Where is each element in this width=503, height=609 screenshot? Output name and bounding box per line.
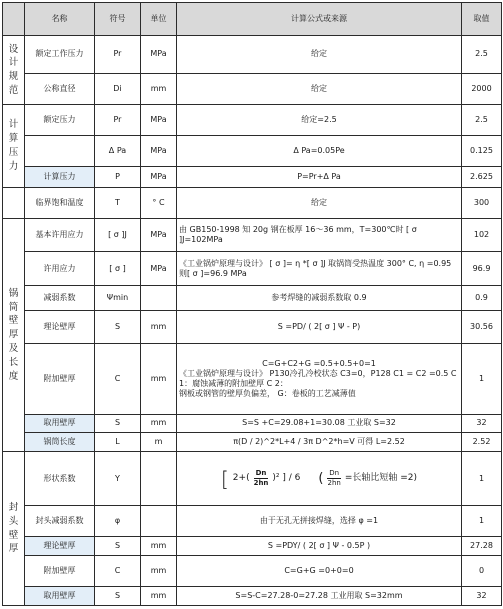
group-design-label	[3, 36, 25, 105]
row-value: 32	[462, 414, 502, 433]
group-label-char: 长	[8, 356, 19, 368]
formula-lead: 2+(	[232, 472, 250, 483]
table-row	[3, 414, 502, 433]
formula-tail: )² ] / 6	[272, 472, 301, 483]
header-name: 名称	[25, 3, 95, 36]
group-label-char: 范	[8, 84, 19, 96]
row-formula: 由 GB150-1998 知 20g 钢在板厚 16～36 mm，T=300℃时 [ σ ]J=102MPa	[177, 219, 462, 252]
group-label-char: 头	[8, 515, 19, 527]
row-unit: ° C	[141, 188, 177, 219]
row-unit: mm	[141, 555, 177, 586]
row-symbol: S	[95, 537, 141, 556]
row-name: 理论壁厚	[25, 537, 95, 556]
row-name: 附加壁厚	[25, 343, 95, 414]
row-formula: S=S-C=27.28-0=27.28 工业用取 S=32mm	[177, 587, 462, 606]
table-row	[3, 136, 502, 167]
row-value: 1	[462, 343, 502, 414]
table-row	[3, 310, 502, 343]
fraction-numerator: Dn	[329, 468, 340, 477]
row-symbol: C	[95, 555, 141, 586]
header-formula: 计算公式或来源	[177, 3, 462, 36]
group-label-char: 厚	[8, 329, 19, 341]
row-symbol: S	[95, 587, 141, 606]
row-unit: m	[141, 433, 177, 452]
table-row	[3, 104, 502, 135]
header-group-cell	[3, 3, 25, 36]
group-label-char: 设	[8, 43, 19, 55]
row-unit	[141, 452, 177, 506]
row-symbol: P	[95, 167, 141, 188]
row-name: 取用壁厚	[25, 587, 95, 606]
table-row	[3, 433, 502, 452]
row-unit: MPa	[141, 36, 177, 73]
table-row	[3, 555, 502, 586]
row-unit: mm	[141, 73, 177, 104]
group-label-char: 计	[8, 119, 19, 131]
row-formula: 参考焊缝的减弱系数取 0.9	[177, 285, 462, 310]
row-symbol: C	[95, 343, 141, 414]
row-formula: C=G+G =0+0=0	[177, 555, 462, 586]
table-row	[3, 36, 502, 73]
row-name: 临界饱和温度	[25, 188, 95, 219]
formula-line: 《工业锅炉原理与设计》 P130冷孔冷校状态 C3=0，P128 C1 = C2 =0.5 C 1：腐蚀减薄的附加壁厚 C 2：	[179, 368, 457, 388]
row-symbol: Δ Pa	[95, 136, 141, 167]
fraction-numerator: Dn	[255, 468, 267, 477]
group-head-label	[3, 452, 25, 606]
row-name: 额定工作压力	[25, 36, 95, 73]
row-name: 取用壁厚	[25, 414, 95, 433]
formula-note: =长轴比短轴 =2)	[344, 472, 417, 483]
row-unit: mm	[141, 310, 177, 343]
group-label-char: 算	[8, 133, 19, 145]
row-name: 封头减弱系数	[25, 506, 95, 537]
group-label-char: 锅	[8, 287, 19, 299]
row-value: 0	[462, 555, 502, 586]
fraction-denominator: 2hn	[327, 479, 341, 488]
formula-paren: (	[318, 471, 324, 487]
table-row	[3, 285, 502, 310]
table-row	[3, 537, 502, 556]
row-value: 102	[462, 219, 502, 252]
group-label-char: 规	[8, 71, 19, 83]
row-formula: S=S +C=29.08+1=30.08 工业取 S=32	[177, 414, 462, 433]
row-name: 公称直径	[25, 73, 95, 104]
row-name: 额定压力	[25, 104, 95, 135]
group-label-char: 壁	[8, 315, 19, 327]
group-label-char: 筒	[8, 301, 19, 313]
header-symbol: 符号	[95, 3, 141, 36]
row-name: 计算压力	[25, 167, 95, 188]
group-calc-label	[3, 104, 25, 187]
row-formula: 给定=2.5	[177, 104, 462, 135]
row-symbol: T	[95, 188, 141, 219]
row-unit: MPa	[141, 136, 177, 167]
row-unit: MPa	[141, 252, 177, 285]
row-value: 2.625	[462, 167, 502, 188]
row-symbol: S	[95, 414, 141, 433]
row-symbol: Y	[95, 452, 141, 506]
row-name: 基本许用应力	[25, 219, 95, 252]
group-label-char: 厚	[8, 543, 19, 555]
row-unit: MPa	[141, 104, 177, 135]
row-unit: mm	[141, 587, 177, 606]
row-name: 理论壁厚	[25, 310, 95, 343]
row-symbol: S	[95, 310, 141, 343]
row-symbol: [ σ ]J	[95, 219, 141, 252]
row-value: 300	[462, 188, 502, 219]
row-value: 2.5	[462, 104, 502, 135]
row-name: 锅筒长度	[25, 433, 95, 452]
table-row	[3, 506, 502, 537]
table-row	[3, 343, 502, 414]
row-name: 附加壁厚	[25, 555, 95, 586]
row-unit	[141, 285, 177, 310]
pressure-calculation-table	[2, 2, 502, 606]
group-empty-cell	[3, 188, 25, 219]
group-label-char: 压	[8, 146, 19, 158]
group-shell-label	[3, 219, 25, 452]
row-symbol: Pr	[95, 36, 141, 73]
row-name	[25, 136, 95, 167]
row-formula: 给定	[177, 36, 462, 73]
row-value: 2000	[462, 73, 502, 104]
row-name: 减弱系数	[25, 285, 95, 310]
table-row	[3, 73, 502, 104]
row-value: 0.9	[462, 285, 502, 310]
table-row	[3, 167, 502, 188]
header-unit: 单位	[141, 3, 177, 36]
group-label-char: 及	[8, 343, 19, 355]
row-formula: 给定	[177, 188, 462, 219]
row-symbol: Ψmin	[95, 285, 141, 310]
row-unit: mm	[141, 414, 177, 433]
row-formula: Δ Pa=0.05Pe	[177, 136, 462, 167]
row-formula: π(D / 2)^2*L+4 / 3π D^2*h=V 可得 L=2.52	[177, 433, 462, 452]
row-symbol: Pr	[95, 104, 141, 135]
row-name: 许用应力	[25, 252, 95, 285]
group-label-char: 力	[8, 160, 19, 172]
row-value: 27.28	[462, 537, 502, 556]
row-value: 1	[462, 452, 502, 506]
group-label-char: 度	[8, 370, 19, 382]
row-unit: mm	[141, 343, 177, 414]
row-value: 2.52	[462, 433, 502, 452]
row-unit: MPa	[141, 167, 177, 188]
row-symbol: [ σ ]	[95, 252, 141, 285]
group-label-char: 封	[8, 501, 19, 513]
formula-line: 钢板或钢管的壁厚负偏差， G：卷板的工艺减薄值	[179, 388, 356, 398]
row-formula: 《工业锅炉原理与设计》 [ σ ]= η *[ σ ]J 取锅筒受热温度 300° C, η =0.95 则[ σ ]=96.9 MPa	[177, 252, 462, 285]
fraction-denominator: 2hn	[253, 479, 269, 488]
row-value: 0.125	[462, 136, 502, 167]
row-symbol: φ	[95, 506, 141, 537]
formula-fraction-2	[327, 470, 340, 488]
group-label-char: 计	[8, 57, 19, 69]
row-formula: 给定	[177, 73, 462, 104]
row-formula: S =PDY/ ( 2[ σ ] Ψ - 0.5P )	[177, 537, 462, 556]
row-unit	[141, 506, 177, 537]
table-row	[3, 452, 502, 506]
formula-bracket: [	[220, 466, 229, 491]
row-value: 1	[462, 506, 502, 537]
row-formula: P=Pr+Δ Pa	[177, 167, 462, 188]
table-row	[3, 587, 502, 606]
shape-factor-formula	[177, 452, 462, 506]
table-row	[3, 219, 502, 252]
row-unit: MPa	[141, 219, 177, 252]
table-row	[3, 188, 502, 219]
row-formula: S =PD/ ( 2[ σ ] Ψ - P)	[177, 310, 462, 343]
row-unit: mm	[141, 537, 177, 556]
group-label-char: 壁	[8, 529, 19, 541]
header-value: 取值	[462, 3, 502, 36]
formula-line: C=G+C2+G =0.5+0.5+0=1	[262, 358, 376, 368]
row-value: 30.56	[462, 310, 502, 343]
formula-fraction	[254, 470, 269, 488]
header-row	[3, 3, 502, 36]
row-formula: 由于无孔无拼接焊缝，选择 φ =1	[177, 506, 462, 537]
row-value: 32	[462, 587, 502, 606]
row-formula-multiline	[177, 343, 462, 414]
row-symbol: Di	[95, 73, 141, 104]
row-name: 形状系数	[25, 452, 95, 506]
table-row	[3, 252, 502, 285]
row-value: 2.5	[462, 36, 502, 73]
row-value: 96.9	[462, 252, 502, 285]
row-symbol: L	[95, 433, 141, 452]
